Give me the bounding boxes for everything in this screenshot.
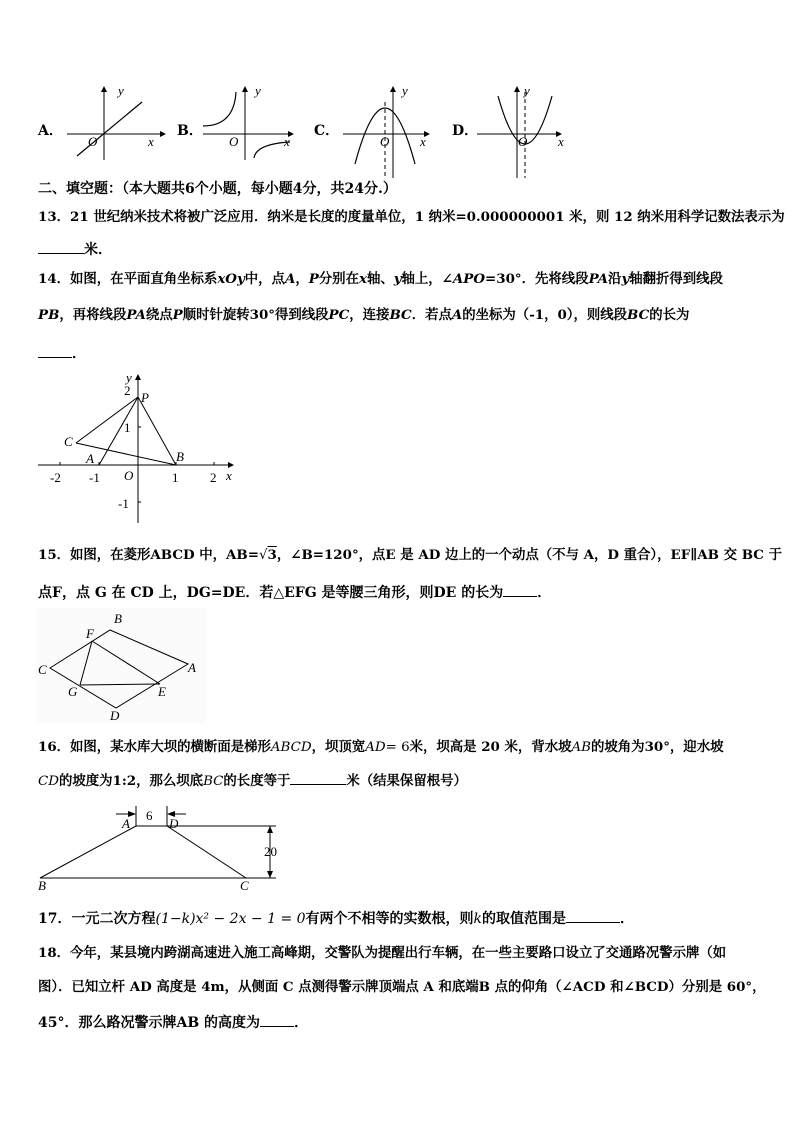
option-b-label: B． xyxy=(177,123,203,139)
q16-line1: 16．如图，某水库大坝的横断面是梯形ABCD，坝顶宽AD= 6米，坝高是 20 米，背水坡AB的坡角为30°，迎水坡 xyxy=(38,739,724,755)
q14-fig-ytick-m1: -1 xyxy=(118,496,129,511)
q18-answer-blank[interactable] xyxy=(260,1012,294,1027)
q14-line1: 14．如图，在平面直角坐标系xOy中，点A，P分别在x轴、y轴上，∠APO=30°．先将线段PA沿y轴翻折得到线段 xyxy=(38,271,723,287)
q18-line1: 18．今年，某县境内跨湖高速进入施工高峰期，交警队为提醒出行车辆，在一些主要路口设立了交通路况警示牌（如 xyxy=(38,945,727,961)
q13-answer-blank[interactable] xyxy=(38,239,84,254)
q17-answer-blank[interactable] xyxy=(566,908,620,923)
option-b-x-label: x xyxy=(284,134,290,149)
q16-fig-d: D xyxy=(169,816,179,831)
option-b-graph xyxy=(198,82,308,162)
q14-fig-y-label: y xyxy=(126,370,132,385)
q15-line1: 15．如图，在菱形ABCD 中，AB=√3，∠B=120°，点E 是 AD 边上的一个动点（不与 A，D 重合），EF∥AB 交 BC 于 xyxy=(38,547,782,563)
q16-fig-c: C xyxy=(240,878,249,892)
option-d-graph xyxy=(472,82,582,182)
option-c-y-label: y xyxy=(402,83,408,98)
q18-line3: 45°．那么路况警示牌AB 的高度为 ． xyxy=(38,1012,308,1032)
option-b-y-label: y xyxy=(255,83,261,98)
q16-fig-width: 6 xyxy=(146,808,153,823)
option-d-y-label: y xyxy=(524,83,530,98)
q14-line3: ． xyxy=(38,343,86,363)
option-c-origin: O xyxy=(380,134,390,149)
q14-fig-tick-2: 2 xyxy=(210,470,217,485)
q14-fig-tick-m1: -1 xyxy=(89,470,100,485)
q15-fig-g: G xyxy=(68,684,78,699)
q15-fig-d: D xyxy=(110,708,120,723)
q14-fig-x-label: x xyxy=(226,468,232,483)
option-c-x-label: x xyxy=(420,134,426,149)
q15-line2: 点F，点 G 在 CD 上，DG=DE．若△EFG 是等腰三角形，则DE 的长为 ． xyxy=(38,582,551,602)
q15-fig-c: C xyxy=(38,662,47,677)
q15-fig-f: F xyxy=(86,626,94,641)
q15-fig-b: B xyxy=(114,611,122,626)
q14-fig-tick-m2: -2 xyxy=(50,470,61,485)
q16-fig-b: B xyxy=(38,878,46,892)
q16-line2: CD的坡度为1:2，那么坝底BC的长度等于 米（结果保留根号） xyxy=(38,770,467,791)
option-a-origin: O xyxy=(88,134,98,149)
q14-line2: PB，再将线段PA绕点P顺时针旋转30°得到线段PC，连接BC．若点A的坐标为（-1，0），则线段BC的长为 xyxy=(38,307,690,323)
q16-fig-height: 20 xyxy=(264,844,277,859)
option-c-graph xyxy=(338,82,448,182)
q18-line2: 图）．已知立杆 AD 高度是 4m，从侧面 C 点测得警示牌顶端点 A 和底端B 点的仰角（∠ACD 和∠BCD）分别是 60°， xyxy=(38,979,766,995)
option-d-x-label: x xyxy=(558,134,564,149)
option-a-x-label: x xyxy=(148,134,154,149)
option-a-y-label: y xyxy=(118,83,124,98)
q14-fig-tick-1: 1 xyxy=(172,470,179,485)
q14-fig-ytick-1: 1 xyxy=(124,420,131,435)
q15-fig-a: A xyxy=(188,660,196,675)
q17-line: 17．一元二次方程(1−k)x² − 2x − 1 = 0有两个不相等的实数根，则k的取值范围是 ． xyxy=(38,908,634,928)
q14-fig-a: A xyxy=(86,451,94,466)
q15-answer-blank[interactable] xyxy=(503,582,537,597)
q13-line2: 米． xyxy=(38,239,112,259)
q14-fig-ytick-2: 2 xyxy=(124,383,131,398)
option-b-origin: O xyxy=(229,134,239,149)
q14-figure xyxy=(36,370,246,525)
q14-fig-b: B xyxy=(176,449,184,464)
q15-fig-e: E xyxy=(158,684,166,699)
q14-fig-c: C xyxy=(64,434,73,449)
section-heading: 二、填空题：（本大题共6个小题，每小题4分，共24分.） xyxy=(38,181,397,197)
q13-line1: 13．21 世纪纳米技术将被广泛应用．纳米是长度的度量单位，1 纳米=0.000000001 米，则 12 纳米用科学记数法表示为 xyxy=(38,209,785,225)
q16-figure xyxy=(36,800,296,892)
q16-answer-blank[interactable] xyxy=(290,770,346,785)
option-d-label: D． xyxy=(452,123,479,139)
q14-fig-p: P xyxy=(141,390,149,405)
q14-fig-origin: O xyxy=(124,468,134,483)
option-d-origin: O xyxy=(518,134,528,149)
q14-answer-blank[interactable] xyxy=(38,343,72,358)
option-a-label: A． xyxy=(38,123,63,139)
q15-figure xyxy=(36,608,206,723)
option-c-label: C． xyxy=(314,123,340,139)
q16-fig-a: A xyxy=(122,816,130,831)
option-a-graph xyxy=(62,82,172,162)
